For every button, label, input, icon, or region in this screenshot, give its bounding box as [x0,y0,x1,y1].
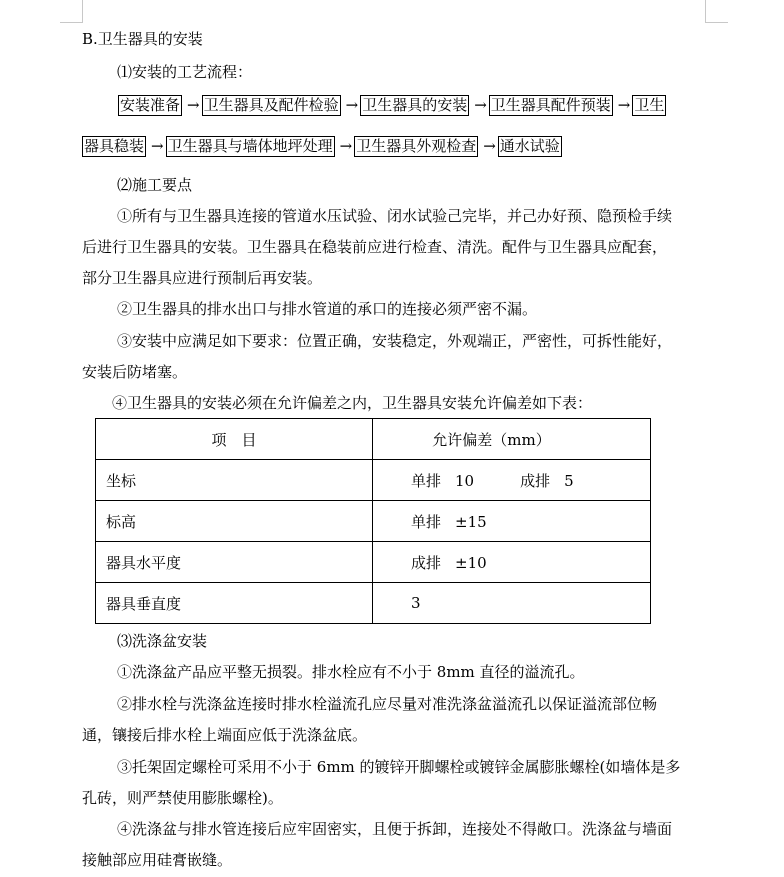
table-row [96,542,651,583]
paragraph-line: ①洗涤盆产品应平整无损裂。排水栓应有不小于 8mm 直径的溢流孔。 [117,663,585,681]
table-row [96,583,651,624]
page-corner-mark-top-left [60,0,83,23]
table-cell-item: 器具水平度 [96,542,373,583]
tolerance-value: ±10 [455,553,487,572]
sink-install-title: ⑶洗涤盆安装 [117,632,208,650]
paragraph-line: 部分卫生器具应进行预制后再安装。 [82,269,323,287]
tolerance-value: 10 [455,471,475,490]
flow-step: 安装准备 [120,96,181,114]
paragraph-line: ③安装中应满足如下要求：位置正确，安装稳定，外观端正，严密性，可拆性能好， [117,332,673,350]
flow-step: 卫生器具与墙体地坪处理 [167,137,333,155]
tolerance-label: 单排 [411,471,442,490]
paragraph-line: 孔砖，则严禁使用膨胀螺栓)。 [82,789,283,807]
table-cell-item: 标高 [96,501,373,542]
arrow-right-icon: → [339,137,353,155]
paragraph-line: 安装后防堵塞。 [82,363,188,381]
paragraph-line: ④卫生器具的安装必须在允许偏差之内，卫生器具安装允许偏差如下表： [112,394,593,412]
tolerance-table [95,418,651,624]
flow-step: 卫生 [634,96,665,114]
table-header-cell: 项 目 [96,419,373,460]
paragraph-line: 接触部应用硅膏嵌缝。 [82,851,233,869]
construction-points-title: ⑵施工要点 [117,176,193,194]
paragraph-line: ①所有与卫生器具连接的管道水压试验、闭水试验己完毕，并己办好预、隐预检手续 [117,207,673,225]
flow-step: 卫生器具外观检查 [356,137,477,155]
table-cell-item: 器具垂直度 [96,583,373,624]
tolerance-value: ±15 [455,512,487,531]
page-corner-mark-top-right [705,0,728,23]
paragraph-line: ②排水栓与洗涤盆连接时排水栓溢流孔应尽量对准洗涤盆溢流孔以保证溢流部位畅 [117,695,658,713]
arrow-right-icon: → [483,137,496,155]
table-header-cell: 允许偏差（mm） [373,419,651,460]
flow-step: 通水试验 [499,137,560,155]
flow-step: 卫生器具配件预装 [490,96,611,114]
table-cell-item: 坐标 [96,460,373,501]
table-header-row [96,419,651,460]
process-flow-row-2 [82,136,562,158]
flow-step: 卫生器具及配件检验 [203,96,339,114]
arrow-right-icon: → [187,96,200,114]
arrow-right-icon: → [151,137,164,155]
table-row [96,501,651,542]
paragraph-line: 后进行卫生器具的安装。卫生器具在稳装前应进行检查、清洗。配件与卫生器具应配套， [82,238,668,256]
table-cell-tolerance [373,542,651,583]
tolerance-label: 成排 [520,471,551,490]
paragraph-line: 通，镶接后排水栓上端面应低于洗涤盆底。 [82,726,368,744]
paragraph-line: ④洗涤盆与排水管连接后应牢固密实，且便于拆卸，连接处不得敞口。洗涤盆与墙面 [117,820,673,838]
process-flow-title: ⑴安装的工艺流程： [117,63,253,81]
arrow-right-icon: → [617,96,631,114]
tolerance-value: 3 [411,594,421,612]
paragraph-line: ②卫生器具的排水出口与排水管道的承口的连接必须严密不漏。 [117,300,538,318]
flow-step: 器具稳装 [84,137,145,155]
table-row [96,460,651,501]
paragraph-line: ③托架固定螺栓可采用不小于 6mm 的镀锌开脚螺栓或镀锌金属膨胀螺栓(如墙体是多 [117,758,681,776]
table-cell-tolerance [373,501,651,542]
process-flow-row-1 [118,95,666,117]
table-cell-tolerance [373,583,651,624]
tolerance-label: 单排 [411,512,442,531]
arrow-right-icon: → [345,96,359,114]
arrow-right-icon: → [474,96,487,114]
tolerance-value: 5 [564,471,574,490]
table-cell-tolerance [373,460,651,501]
tolerance-label: 成排 [411,553,442,572]
section-heading: B.卫生器具的安装 [82,30,203,48]
flow-step: 卫生器具的安装 [362,96,468,114]
